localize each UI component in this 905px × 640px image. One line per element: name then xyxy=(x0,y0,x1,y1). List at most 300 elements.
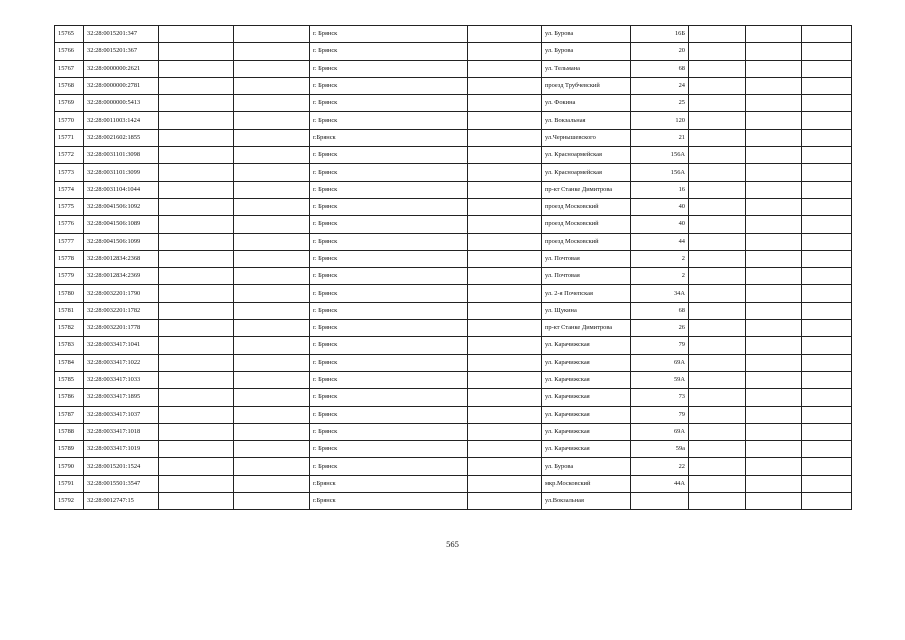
empty-cell xyxy=(234,43,310,60)
empty-cell xyxy=(689,354,746,371)
city-cell: г. Брянск xyxy=(310,60,468,77)
row-number-cell: 15774 xyxy=(55,181,84,198)
table-row xyxy=(55,389,852,406)
street-cell: ул.Чернышевского xyxy=(542,129,631,146)
city-cell: г.Брянск xyxy=(310,493,468,510)
house-number-cell: 44 xyxy=(631,233,689,250)
empty-cell xyxy=(802,302,852,319)
empty-cell xyxy=(234,406,310,423)
empty-cell xyxy=(802,198,852,215)
empty-cell xyxy=(159,250,234,267)
city-cell: г. Брянск xyxy=(310,302,468,319)
empty-cell xyxy=(802,164,852,181)
empty-cell xyxy=(802,320,852,337)
empty-cell xyxy=(746,475,802,492)
empty-cell xyxy=(689,371,746,388)
empty-cell xyxy=(468,60,542,77)
street-cell: ул.Вокзальная xyxy=(542,493,631,510)
row-number-cell: 15778 xyxy=(55,250,84,267)
cadastral-number-cell: 32:28:0033417:1895 xyxy=(84,389,159,406)
empty-cell xyxy=(689,43,746,60)
cadastral-number-cell: 32:28:0033417:1041 xyxy=(84,337,159,354)
empty-cell xyxy=(234,112,310,129)
empty-cell xyxy=(234,268,310,285)
cadastral-number-cell: 32:28:0011003:1424 xyxy=(84,112,159,129)
cadastral-number-cell: 32:28:0033417:1018 xyxy=(84,423,159,440)
empty-cell xyxy=(468,493,542,510)
table-row xyxy=(55,216,852,233)
empty-cell xyxy=(746,302,802,319)
empty-cell xyxy=(468,337,542,354)
cadastral-number-cell: 32:28:0012747:15 xyxy=(84,493,159,510)
table-row xyxy=(55,26,852,43)
row-number-cell: 15780 xyxy=(55,285,84,302)
empty-cell xyxy=(234,129,310,146)
empty-cell xyxy=(689,268,746,285)
house-number-cell: 22 xyxy=(631,458,689,475)
empty-cell xyxy=(689,475,746,492)
empty-cell xyxy=(159,493,234,510)
empty-cell xyxy=(689,233,746,250)
house-number-cell: 44А xyxy=(631,475,689,492)
empty-cell xyxy=(468,475,542,492)
empty-cell xyxy=(746,268,802,285)
city-cell: г. Брянск xyxy=(310,320,468,337)
empty-cell xyxy=(802,112,852,129)
cadastral-number-cell: 32:28:0000000:5413 xyxy=(84,95,159,112)
empty-cell xyxy=(468,77,542,94)
row-number-cell: 15766 xyxy=(55,43,84,60)
street-cell: ул. Карачижская xyxy=(542,337,631,354)
empty-cell xyxy=(234,320,310,337)
row-number-cell: 15769 xyxy=(55,95,84,112)
table-row xyxy=(55,354,852,371)
empty-cell xyxy=(159,371,234,388)
page-number: 565 xyxy=(446,539,459,549)
empty-cell xyxy=(234,302,310,319)
house-number-cell: 2 xyxy=(631,268,689,285)
empty-cell xyxy=(746,320,802,337)
city-cell: г. Брянск xyxy=(310,43,468,60)
table-row xyxy=(55,475,852,492)
row-number-cell: 15782 xyxy=(55,320,84,337)
cadastral-number-cell: 32:28:0033417:1033 xyxy=(84,371,159,388)
empty-cell xyxy=(234,198,310,215)
empty-cell xyxy=(802,371,852,388)
empty-cell xyxy=(159,164,234,181)
city-cell: г. Брянск xyxy=(310,233,468,250)
empty-cell xyxy=(468,389,542,406)
empty-cell xyxy=(746,458,802,475)
table-row xyxy=(55,164,852,181)
empty-cell xyxy=(802,60,852,77)
street-cell: ул. Карачижская xyxy=(542,406,631,423)
empty-cell xyxy=(802,43,852,60)
empty-cell xyxy=(689,423,746,440)
empty-cell xyxy=(746,337,802,354)
row-number-cell: 15773 xyxy=(55,164,84,181)
empty-cell xyxy=(468,26,542,43)
empty-cell xyxy=(746,95,802,112)
row-number-cell: 15785 xyxy=(55,371,84,388)
house-number-cell xyxy=(631,493,689,510)
empty-cell xyxy=(689,198,746,215)
row-number-cell: 15771 xyxy=(55,129,84,146)
empty-cell xyxy=(746,60,802,77)
row-number-cell: 15789 xyxy=(55,441,84,458)
table-row xyxy=(55,268,852,285)
house-number-cell: 79 xyxy=(631,337,689,354)
city-cell: г. Брянск xyxy=(310,371,468,388)
city-cell: г. Брянск xyxy=(310,147,468,164)
table-row xyxy=(55,406,852,423)
empty-cell xyxy=(468,302,542,319)
empty-cell xyxy=(689,129,746,146)
empty-cell xyxy=(802,406,852,423)
city-cell: г. Брянск xyxy=(310,198,468,215)
empty-cell xyxy=(468,198,542,215)
cadastral-number-cell: 32:28:0033417:1037 xyxy=(84,406,159,423)
empty-cell xyxy=(746,233,802,250)
empty-cell xyxy=(746,285,802,302)
house-number-cell: 156А xyxy=(631,147,689,164)
empty-cell xyxy=(689,77,746,94)
street-cell: мкр.Московский xyxy=(542,475,631,492)
cadastral-number-cell: 32:28:0012834:2369 xyxy=(84,268,159,285)
house-number-cell: 79 xyxy=(631,406,689,423)
cadastral-number-cell: 32:28:0033417:1022 xyxy=(84,354,159,371)
empty-cell xyxy=(689,147,746,164)
empty-cell xyxy=(802,458,852,475)
empty-cell xyxy=(689,337,746,354)
city-cell: г. Брянск xyxy=(310,406,468,423)
house-number-cell: 40 xyxy=(631,198,689,215)
row-number-cell: 15783 xyxy=(55,337,84,354)
empty-cell xyxy=(689,302,746,319)
row-number-cell: 15767 xyxy=(55,60,84,77)
empty-cell xyxy=(746,354,802,371)
empty-cell xyxy=(468,147,542,164)
empty-cell xyxy=(234,250,310,267)
empty-cell xyxy=(234,493,310,510)
empty-cell xyxy=(689,181,746,198)
empty-cell xyxy=(689,95,746,112)
city-cell: г. Брянск xyxy=(310,423,468,440)
cadastral-number-cell: 32:28:0015201:367 xyxy=(84,43,159,60)
registry-table xyxy=(54,25,852,510)
table-row xyxy=(55,285,852,302)
empty-cell xyxy=(468,250,542,267)
cadastral-number-cell: 32:28:0032201:1782 xyxy=(84,302,159,319)
empty-cell xyxy=(689,112,746,129)
empty-cell xyxy=(468,181,542,198)
street-cell: ул. Бурова xyxy=(542,26,631,43)
house-number-cell: 69А xyxy=(631,423,689,440)
city-cell: г. Брянск xyxy=(310,95,468,112)
city-cell: г. Брянск xyxy=(310,164,468,181)
empty-cell xyxy=(159,475,234,492)
empty-cell xyxy=(159,147,234,164)
city-cell: г. Брянск xyxy=(310,441,468,458)
empty-cell xyxy=(234,233,310,250)
empty-cell xyxy=(802,423,852,440)
row-number-cell: 15765 xyxy=(55,26,84,43)
empty-cell xyxy=(159,302,234,319)
empty-cell xyxy=(802,26,852,43)
empty-cell xyxy=(802,337,852,354)
cadastral-number-cell: 32:28:0041506:1089 xyxy=(84,216,159,233)
empty-cell xyxy=(159,129,234,146)
table-row xyxy=(55,112,852,129)
empty-cell xyxy=(468,216,542,233)
registry-body xyxy=(55,26,852,510)
empty-cell xyxy=(468,129,542,146)
empty-cell xyxy=(746,441,802,458)
empty-cell xyxy=(746,26,802,43)
empty-cell xyxy=(234,216,310,233)
empty-cell xyxy=(234,147,310,164)
row-number-cell: 15768 xyxy=(55,77,84,94)
empty-cell xyxy=(159,458,234,475)
house-number-cell: 34А xyxy=(631,285,689,302)
city-cell: г. Брянск xyxy=(310,285,468,302)
table-row xyxy=(55,95,852,112)
street-cell: ул. Бурова xyxy=(542,43,631,60)
table-row xyxy=(55,458,852,475)
empty-cell xyxy=(689,441,746,458)
city-cell: г.Брянск xyxy=(310,475,468,492)
empty-cell xyxy=(746,493,802,510)
empty-cell xyxy=(746,389,802,406)
city-cell: г. Брянск xyxy=(310,250,468,267)
table-row xyxy=(55,147,852,164)
city-cell: г. Брянск xyxy=(310,337,468,354)
row-number-cell: 15776 xyxy=(55,216,84,233)
empty-cell xyxy=(468,233,542,250)
street-cell: пр-кт Станке Димитрова xyxy=(542,181,631,198)
cadastral-number-cell: 32:28:0031101:3098 xyxy=(84,147,159,164)
row-number-cell: 15779 xyxy=(55,268,84,285)
empty-cell xyxy=(234,164,310,181)
cadastral-number-cell: 32:28:0032201:1778 xyxy=(84,320,159,337)
city-cell: г. Брянск xyxy=(310,77,468,94)
empty-cell xyxy=(159,198,234,215)
house-number-cell: 73 xyxy=(631,389,689,406)
cadastral-number-cell: 32:28:0031104:1044 xyxy=(84,181,159,198)
street-cell: ул. Фокина xyxy=(542,95,631,112)
empty-cell xyxy=(159,112,234,129)
city-cell: г.Брянск xyxy=(310,129,468,146)
house-number-cell: 120 xyxy=(631,112,689,129)
city-cell: г. Брянск xyxy=(310,181,468,198)
house-number-cell: 156А xyxy=(631,164,689,181)
house-number-cell: 68 xyxy=(631,302,689,319)
empty-cell xyxy=(159,233,234,250)
cadastral-number-cell: 32:28:0015501:3547 xyxy=(84,475,159,492)
house-number-cell: 26 xyxy=(631,320,689,337)
cadastral-number-cell: 32:28:0000000:2621 xyxy=(84,60,159,77)
empty-cell xyxy=(802,147,852,164)
empty-cell xyxy=(802,216,852,233)
empty-cell xyxy=(159,60,234,77)
cadastral-number-cell: 32:28:0015201:1524 xyxy=(84,458,159,475)
empty-cell xyxy=(802,233,852,250)
empty-cell xyxy=(159,26,234,43)
house-number-cell: 16 xyxy=(631,181,689,198)
empty-cell xyxy=(746,129,802,146)
street-cell: ул. 2-я Почепская xyxy=(542,285,631,302)
empty-cell xyxy=(802,285,852,302)
empty-cell xyxy=(689,493,746,510)
empty-cell xyxy=(159,181,234,198)
city-cell: г. Брянск xyxy=(310,112,468,129)
house-number-cell: 21 xyxy=(631,129,689,146)
empty-cell xyxy=(159,285,234,302)
empty-cell xyxy=(746,423,802,440)
empty-cell xyxy=(234,26,310,43)
table-row xyxy=(55,198,852,215)
empty-cell xyxy=(468,43,542,60)
house-number-cell: 69А xyxy=(631,354,689,371)
row-number-cell: 15788 xyxy=(55,423,84,440)
table-row xyxy=(55,371,852,388)
empty-cell xyxy=(159,389,234,406)
cadastral-number-cell: 32:28:0033417:1019 xyxy=(84,441,159,458)
city-cell: г. Брянск xyxy=(310,216,468,233)
table-row xyxy=(55,493,852,510)
empty-cell xyxy=(802,441,852,458)
empty-cell xyxy=(689,406,746,423)
row-number-cell: 15786 xyxy=(55,389,84,406)
empty-cell xyxy=(468,406,542,423)
empty-cell xyxy=(234,423,310,440)
house-number-cell: 25 xyxy=(631,95,689,112)
empty-cell xyxy=(689,320,746,337)
empty-cell xyxy=(746,216,802,233)
empty-cell xyxy=(159,320,234,337)
empty-cell xyxy=(159,77,234,94)
empty-cell xyxy=(802,181,852,198)
empty-cell xyxy=(159,337,234,354)
cadastral-number-cell: 32:28:0015201:347 xyxy=(84,26,159,43)
empty-cell xyxy=(689,26,746,43)
table-row xyxy=(55,233,852,250)
empty-cell xyxy=(802,129,852,146)
cadastral-number-cell: 32:28:0000000:2781 xyxy=(84,77,159,94)
city-cell: г. Брянск xyxy=(310,458,468,475)
empty-cell xyxy=(689,164,746,181)
empty-cell xyxy=(234,441,310,458)
house-number-cell: 68 xyxy=(631,60,689,77)
empty-cell xyxy=(802,354,852,371)
row-number-cell: 15787 xyxy=(55,406,84,423)
street-cell: ул. Почтовая xyxy=(542,268,631,285)
empty-cell xyxy=(159,406,234,423)
house-number-cell: 59А xyxy=(631,371,689,388)
row-number-cell: 15772 xyxy=(55,147,84,164)
empty-cell xyxy=(159,43,234,60)
empty-cell xyxy=(802,268,852,285)
house-number-cell: 24 xyxy=(631,77,689,94)
empty-cell xyxy=(746,198,802,215)
empty-cell xyxy=(234,389,310,406)
empty-cell xyxy=(468,95,542,112)
empty-cell xyxy=(802,77,852,94)
empty-cell xyxy=(159,354,234,371)
street-cell: проезд Трубчевский xyxy=(542,77,631,94)
row-number-cell: 15791 xyxy=(55,475,84,492)
table-row xyxy=(55,60,852,77)
empty-cell xyxy=(468,285,542,302)
row-number-cell: 15770 xyxy=(55,112,84,129)
empty-cell xyxy=(689,60,746,77)
city-cell: г. Брянск xyxy=(310,389,468,406)
empty-cell xyxy=(468,354,542,371)
empty-cell xyxy=(234,371,310,388)
row-number-cell: 15790 xyxy=(55,458,84,475)
empty-cell xyxy=(234,285,310,302)
street-cell: ул. Карачижская xyxy=(542,441,631,458)
empty-cell xyxy=(468,164,542,181)
empty-cell xyxy=(468,441,542,458)
empty-cell xyxy=(234,60,310,77)
street-cell: проезд Московский xyxy=(542,198,631,215)
empty-cell xyxy=(234,95,310,112)
street-cell: пр-кт Станке Димитрова xyxy=(542,320,631,337)
empty-cell xyxy=(802,493,852,510)
empty-cell xyxy=(746,181,802,198)
empty-cell xyxy=(234,181,310,198)
street-cell: проезд Московский xyxy=(542,233,631,250)
empty-cell xyxy=(689,216,746,233)
row-number-cell: 15781 xyxy=(55,302,84,319)
house-number-cell: 20 xyxy=(631,43,689,60)
empty-cell xyxy=(159,423,234,440)
table-row xyxy=(55,250,852,267)
house-number-cell: 16Б xyxy=(631,26,689,43)
city-cell: г. Брянск xyxy=(310,268,468,285)
cadastral-number-cell: 32:28:0032201:1790 xyxy=(84,285,159,302)
empty-cell xyxy=(234,475,310,492)
empty-cell xyxy=(802,95,852,112)
empty-cell xyxy=(746,371,802,388)
table-row xyxy=(55,129,852,146)
street-cell: ул. Вокзальная xyxy=(542,112,631,129)
empty-cell xyxy=(468,371,542,388)
empty-cell xyxy=(746,406,802,423)
empty-cell xyxy=(468,268,542,285)
empty-cell xyxy=(234,354,310,371)
city-cell: г. Брянск xyxy=(310,354,468,371)
row-number-cell: 15784 xyxy=(55,354,84,371)
table-row xyxy=(55,423,852,440)
empty-cell xyxy=(234,458,310,475)
street-cell: ул. Красноармейская xyxy=(542,164,631,181)
empty-cell xyxy=(746,112,802,129)
empty-cell xyxy=(746,147,802,164)
empty-cell xyxy=(468,458,542,475)
empty-cell xyxy=(689,250,746,267)
street-cell: ул. Почтовая xyxy=(542,250,631,267)
empty-cell xyxy=(802,389,852,406)
cadastral-number-cell: 32:28:0021602:1855 xyxy=(84,129,159,146)
empty-cell xyxy=(802,475,852,492)
street-cell: ул. Карачижская xyxy=(542,389,631,406)
cadastral-number-cell: 32:28:0012834:2368 xyxy=(84,250,159,267)
row-number-cell: 15777 xyxy=(55,233,84,250)
empty-cell xyxy=(159,216,234,233)
empty-cell xyxy=(159,268,234,285)
